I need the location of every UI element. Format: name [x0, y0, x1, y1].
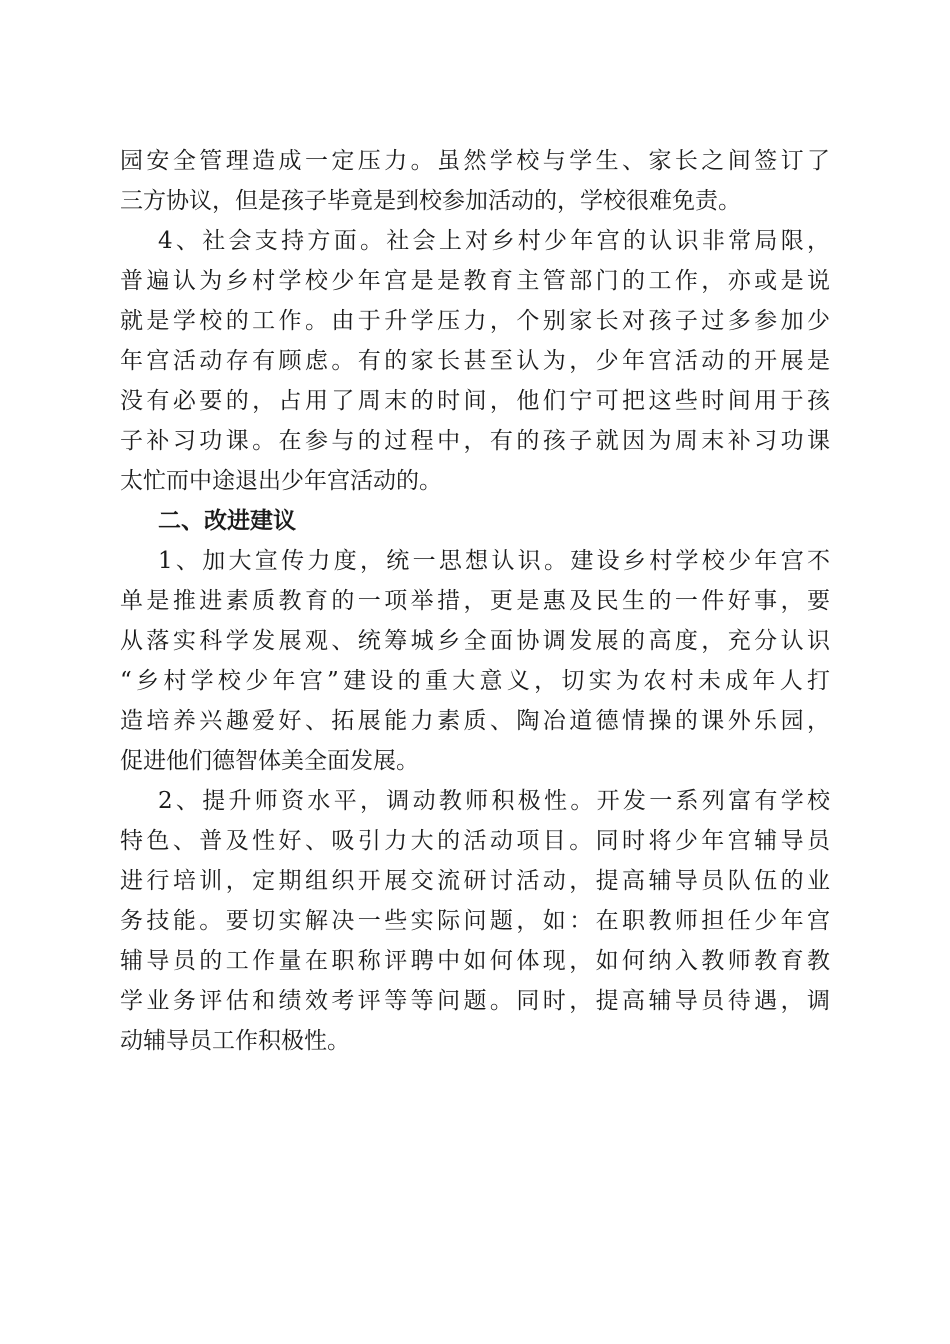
paragraph-line: 动辅导员工作积极性。 [120, 1028, 350, 1054]
paragraph-line: 子补习功课。在参与的过程中，有的孩子就因为周末补习功课 [120, 428, 830, 454]
paragraph-line: 促进他们德智体美全面发展。 [120, 748, 419, 774]
paragraph-line: 2、提升师资水平，调动教师积极性。开发一系列富有学校 [158, 788, 830, 814]
paragraph-line: 学业务评估和绩效考评等等问题。同时，提高辅导员待遇，调 [120, 988, 830, 1014]
paragraph-line: 从落实科学发展观、统筹城乡全面协调发展的高度，充分认识 [120, 628, 830, 654]
paragraph-line: 就是学校的工作。由于升学压力，个别家长对孩子过多参加少 [120, 308, 830, 334]
paragraph-line: 进行培训，定期组织开展交流研讨活动，提高辅导员队伍的业 [120, 868, 830, 894]
paragraph-line: 1、加大宣传力度，统一思想认识。建设乡村学校少年宫不 [158, 548, 830, 574]
paragraph-line: 特色、普及性好、吸引力大的活动项目。同时将少年宫辅导员 [120, 828, 830, 854]
paragraph-line: 园安全管理造成一定压力。虽然学校与学生、家长之间签订了 [120, 148, 830, 174]
paragraph-line: 辅导员的工作量在职称评聘中如何体现，如何纳入教师教育教 [120, 948, 830, 974]
paragraph-line: 4、社会支持方面。社会上对乡村少年宫的认识非常局限， [158, 228, 830, 254]
paragraph-line: 三方协议，但是孩子毕竟是到校参加活动的，学校很难免责。 [120, 188, 741, 214]
paragraph-line: 普遍认为乡村学校少年宫是是教育主管部门的工作，亦或是说 [120, 268, 830, 294]
paragraph-line: 单是推进素质教育的一项举措，更是惠及民生的一件好事，要 [120, 588, 830, 614]
paragraph-line: 务技能。要切实解决一些实际问题，如：在职教师担任少年宫 [120, 908, 830, 934]
paragraph-line: 太忙而中途退出少年宫活动的。 [120, 468, 442, 494]
document-body [120, 141, 830, 1061]
paragraph-line: 造培养兴趣爱好、拓展能力素质、陶冶道德情操的课外乐园， [120, 708, 830, 734]
paragraph-line: 年宫活动存有顾虑。有的家长甚至认为，少年宫活动的开展是 [120, 348, 830, 374]
section-heading: 二、改进建议 [158, 508, 296, 534]
paragraph-line: “乡村学校少年宫”建设的重大意义，切实为农村未成年人打 [120, 668, 830, 694]
paragraph-line: 没有必要的，占用了周末的时间，他们宁可把这些时间用于孩 [120, 388, 830, 414]
